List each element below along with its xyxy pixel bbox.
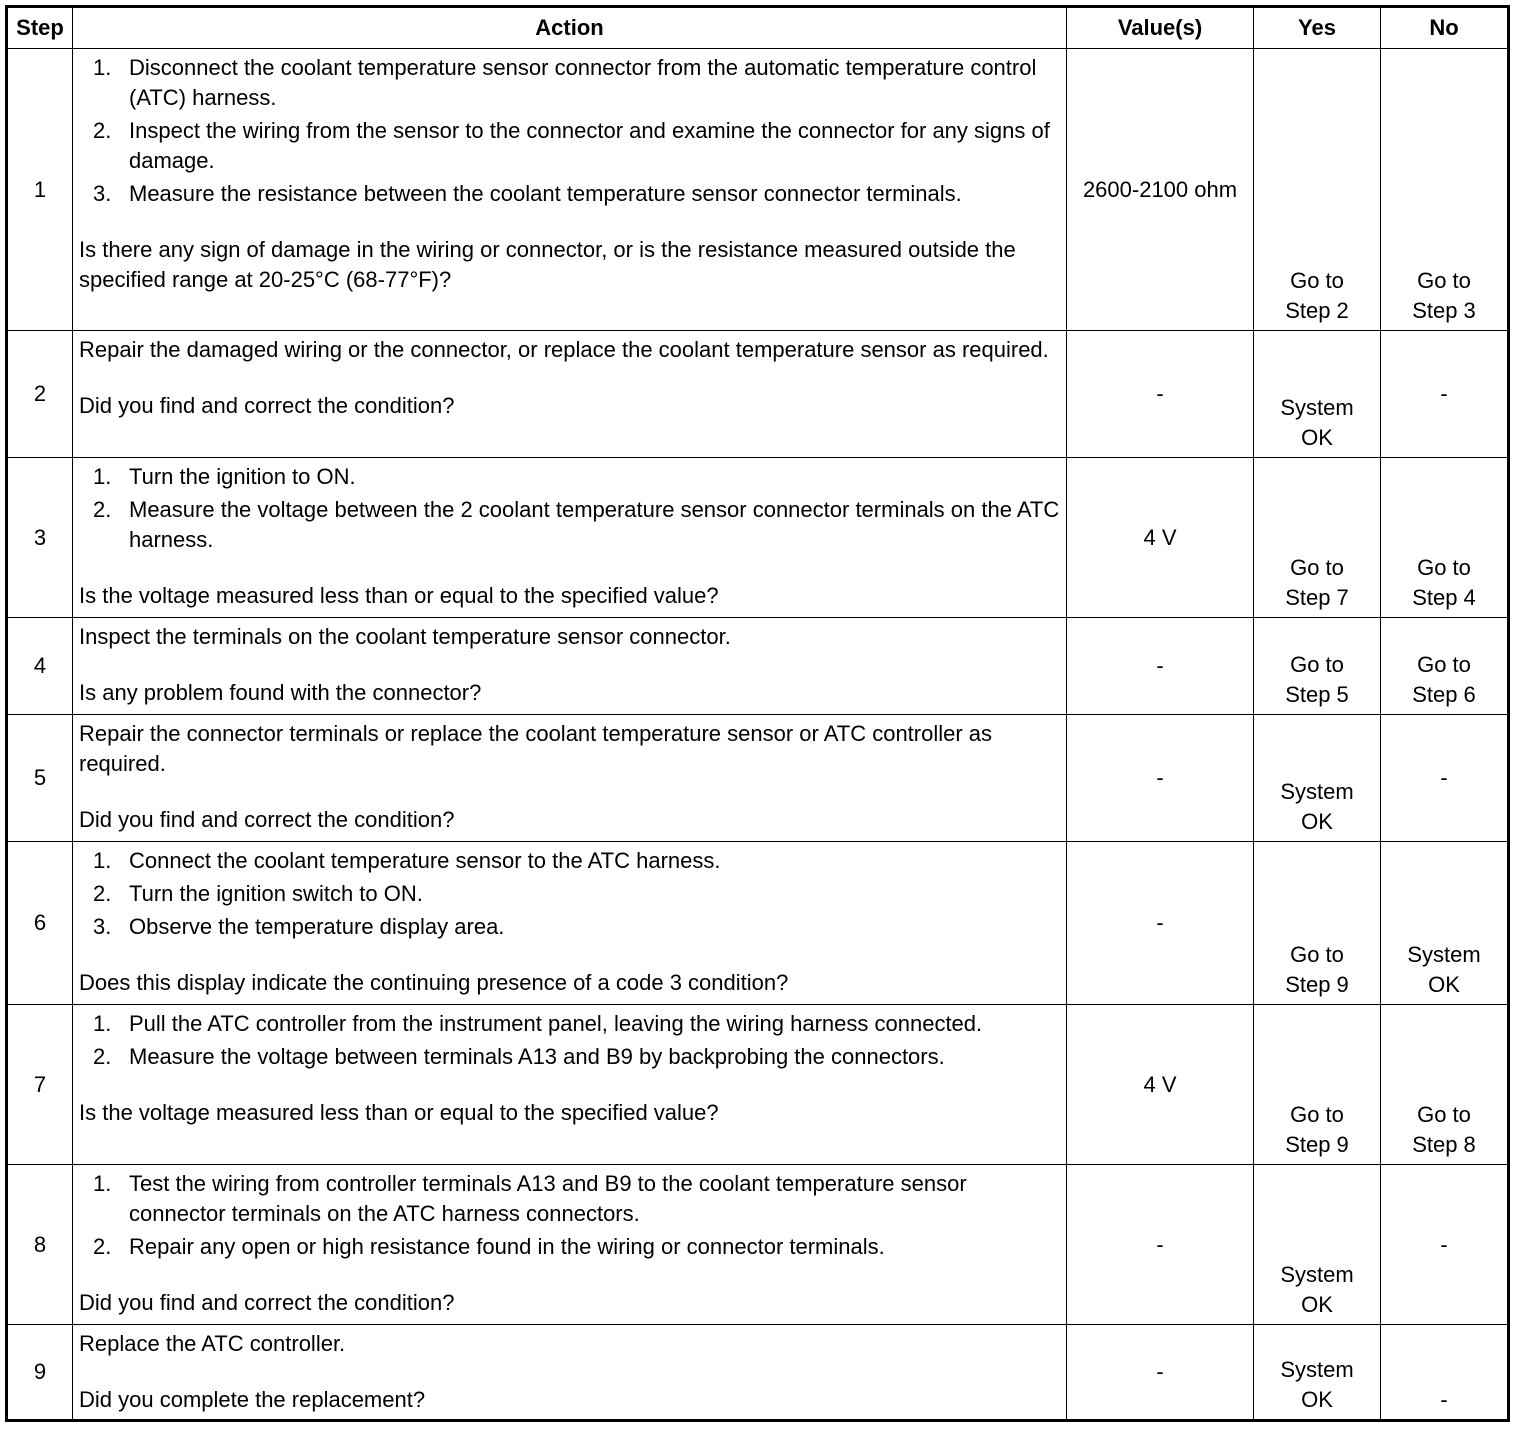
action-text: Test the wiring from controller terminals A13 and B9 to the coolant temperature sensor connector terminals on the ATC harness connectors.	[129, 1171, 967, 1226]
action-list-item	[79, 912, 1060, 942]
yes-outcome-line: System	[1280, 1262, 1354, 1287]
no-outcome-line: Step 4	[1412, 585, 1476, 610]
table-body	[7, 49, 1509, 1421]
action-list	[79, 1169, 1060, 1262]
no-cell	[1381, 458, 1509, 618]
action-text: Measure the resistance between the coolant temperature sensor connector terminals.	[129, 181, 962, 206]
step-number: 8	[7, 1165, 73, 1325]
yes-cell	[1254, 49, 1381, 331]
step-number: 2	[7, 331, 73, 458]
yes-outcome-line: System	[1280, 395, 1354, 420]
value-cell: -	[1067, 1165, 1254, 1325]
action-question: Did you find and correct the condition?	[79, 393, 455, 418]
list-number: 2.	[93, 881, 112, 906]
no-cell	[1381, 1325, 1509, 1421]
no-outcome-line: Go to	[1417, 1102, 1471, 1127]
yes-outcome-line: Go to	[1290, 555, 1344, 580]
action-list-item	[79, 1169, 1060, 1229]
action-text: Inspect the wiring from the sensor to the connector and examine the connector for any signs of damage.	[129, 118, 1050, 173]
action-question: Is there any sign of damage in the wiring or connector, or is the resistance measured outside the specified range at 20-25°C (68-77°F)?	[79, 237, 1016, 292]
list-number: 2.	[93, 1234, 112, 1259]
table-row	[7, 842, 1509, 1005]
yes-outcome-line: OK	[1301, 1292, 1333, 1317]
action-cell	[73, 1165, 1067, 1325]
action-instruction: Inspect the terminals on the coolant temperature sensor connector.	[79, 624, 731, 649]
value-cell: 4 V	[1067, 458, 1254, 618]
no-cell	[1381, 1165, 1509, 1325]
action-list-item	[79, 53, 1060, 113]
yes-outcome-line: Go to	[1290, 268, 1344, 293]
action-cell	[73, 715, 1067, 842]
value-cell: -	[1067, 1325, 1254, 1421]
step-number: 9	[7, 1325, 73, 1421]
table-row	[7, 331, 1509, 458]
table-row	[7, 715, 1509, 842]
table-row	[7, 618, 1509, 715]
action-list	[79, 1009, 1060, 1072]
table-row	[7, 1005, 1509, 1165]
yes-outcome-line: Step 2	[1285, 298, 1349, 323]
yes-cell	[1254, 1165, 1381, 1325]
step-number: 5	[7, 715, 73, 842]
no-outcome-line: -	[1440, 1387, 1448, 1412]
action-question: Did you complete the replacement?	[79, 1387, 426, 1412]
list-number: 3.	[93, 914, 112, 939]
action-cell	[73, 1325, 1067, 1421]
action-text: Measure the voltage between the 2 coolant temperature sensor connector terminals on the ATC harness.	[129, 497, 1060, 552]
no-outcome-line: -	[1440, 765, 1448, 790]
action-cell	[73, 842, 1067, 1005]
action-cell	[73, 1005, 1067, 1165]
yes-outcome-line: Go to	[1290, 1102, 1344, 1127]
yes-cell	[1254, 618, 1381, 715]
action-list-item	[79, 1009, 1060, 1039]
yes-cell	[1254, 1325, 1381, 1421]
step-number: 4	[7, 618, 73, 715]
list-number: 2.	[93, 118, 112, 143]
value-cell: 2600-2100 ohm	[1067, 49, 1254, 331]
action-list-item	[79, 495, 1060, 555]
no-outcome-line: Step 3	[1412, 298, 1476, 323]
action-text: Pull the ATC controller from the instrument panel, leaving the wiring harness connected.	[129, 1011, 983, 1036]
action-list-item	[79, 462, 1060, 492]
action-list-item	[79, 1042, 1060, 1072]
list-number: 1.	[93, 55, 112, 80]
action-text: Repair any open or high resistance found in the wiring or connector terminals.	[129, 1234, 885, 1259]
action-list	[79, 462, 1060, 555]
action-list-item	[79, 1232, 1060, 1262]
no-outcome-line: Go to	[1417, 652, 1471, 677]
value-cell: -	[1067, 842, 1254, 1005]
list-number: 1.	[93, 848, 112, 873]
action-cell	[73, 458, 1067, 618]
action-question: Is any problem found with the connector?	[79, 680, 482, 705]
no-outcome-line: -	[1440, 1231, 1448, 1257]
step-number: 7	[7, 1005, 73, 1165]
header-action: Action	[73, 7, 1067, 49]
action-cell	[73, 49, 1067, 331]
action-cell	[73, 331, 1067, 458]
no-cell	[1381, 1005, 1509, 1165]
header-row	[7, 7, 1509, 49]
yes-outcome-line: System	[1280, 779, 1354, 804]
yes-cell	[1254, 842, 1381, 1005]
header-no: No	[1381, 7, 1509, 49]
step-number: 1	[7, 49, 73, 331]
yes-outcome-line: OK	[1301, 425, 1333, 450]
list-number: 3.	[93, 181, 112, 206]
table-row	[7, 458, 1509, 618]
no-outcome-line: Step 8	[1412, 1132, 1476, 1157]
yes-outcome-line: Go to	[1290, 942, 1344, 967]
no-outcome-line: OK	[1428, 972, 1460, 997]
action-list-item	[79, 179, 1060, 209]
list-number: 1.	[93, 464, 112, 489]
value-cell: -	[1067, 715, 1254, 842]
no-cell	[1381, 842, 1509, 1005]
yes-outcome-line: Step 9	[1285, 1132, 1349, 1157]
action-instruction: Repair the damaged wiring or the connector, or replace the coolant temperature sensor as required.	[79, 337, 1049, 362]
step-number: 3	[7, 458, 73, 618]
action-text: Observe the temperature display area.	[129, 914, 505, 939]
table-row	[7, 1325, 1509, 1421]
header-values: Value(s)	[1067, 7, 1254, 49]
header-step: Step	[7, 7, 73, 49]
yes-cell	[1254, 458, 1381, 618]
action-list	[79, 53, 1060, 209]
no-cell	[1381, 715, 1509, 842]
action-list	[79, 846, 1060, 942]
action-question: Is the voltage measured less than or equal to the specified value?	[79, 1100, 719, 1125]
no-outcome-line: System	[1407, 942, 1481, 967]
action-question: Is the voltage measured less than or equal to the specified value?	[79, 583, 719, 608]
action-text: Turn the ignition to ON.	[129, 464, 356, 489]
header-yes: Yes	[1254, 7, 1381, 49]
value-cell: -	[1067, 618, 1254, 715]
action-list-item	[79, 846, 1060, 876]
no-outcome-line: Go to	[1417, 555, 1471, 580]
value-cell: 4 V	[1067, 1005, 1254, 1165]
value-cell: -	[1067, 331, 1254, 458]
list-number: 1.	[93, 1011, 112, 1036]
action-text: Disconnect the coolant temperature sensor connector from the automatic temperature control (ATC) harness.	[129, 55, 1037, 110]
action-question: Does this display indicate the continuing presence of a code 3 condition?	[79, 970, 789, 995]
yes-outcome-line: System	[1280, 1357, 1354, 1382]
yes-outcome-line: Step 7	[1285, 585, 1349, 610]
yes-cell	[1254, 331, 1381, 458]
yes-outcome-line: Go to	[1290, 652, 1344, 677]
action-question: Did you find and correct the condition?	[79, 807, 455, 832]
list-number: 1.	[93, 1171, 112, 1196]
yes-outcome-line: Step 5	[1285, 682, 1349, 707]
step-number: 6	[7, 842, 73, 1005]
yes-outcome-line: OK	[1301, 1387, 1333, 1412]
list-number: 2.	[93, 1044, 112, 1069]
no-outcome-line: Go to	[1417, 268, 1471, 293]
yes-outcome-line: Step 9	[1285, 972, 1349, 997]
action-list-item	[79, 879, 1060, 909]
action-question: Did you find and correct the condition?	[79, 1290, 455, 1315]
diagnostic-table	[5, 5, 1510, 1422]
action-instruction: Replace the ATC controller.	[79, 1331, 346, 1356]
action-cell	[73, 618, 1067, 715]
yes-cell	[1254, 715, 1381, 842]
no-cell	[1381, 618, 1509, 715]
table-row	[7, 1165, 1509, 1325]
no-outcome-line: Step 6	[1412, 682, 1476, 707]
action-list-item	[79, 116, 1060, 176]
action-text: Measure the voltage between terminals A13 and B9 by backprobing the connectors.	[129, 1044, 945, 1069]
action-instruction: Repair the connector terminals or replace the coolant temperature sensor or ATC controller as required.	[79, 721, 993, 776]
table-row	[7, 49, 1509, 331]
no-cell	[1381, 331, 1509, 458]
yes-outcome-line: OK	[1301, 809, 1333, 834]
action-text: Connect the coolant temperature sensor to the ATC harness.	[129, 848, 721, 873]
yes-cell	[1254, 1005, 1381, 1165]
list-number: 2.	[93, 497, 112, 522]
no-outcome-line: -	[1440, 381, 1448, 406]
action-text: Turn the ignition switch to ON.	[129, 881, 423, 906]
no-cell	[1381, 49, 1509, 331]
